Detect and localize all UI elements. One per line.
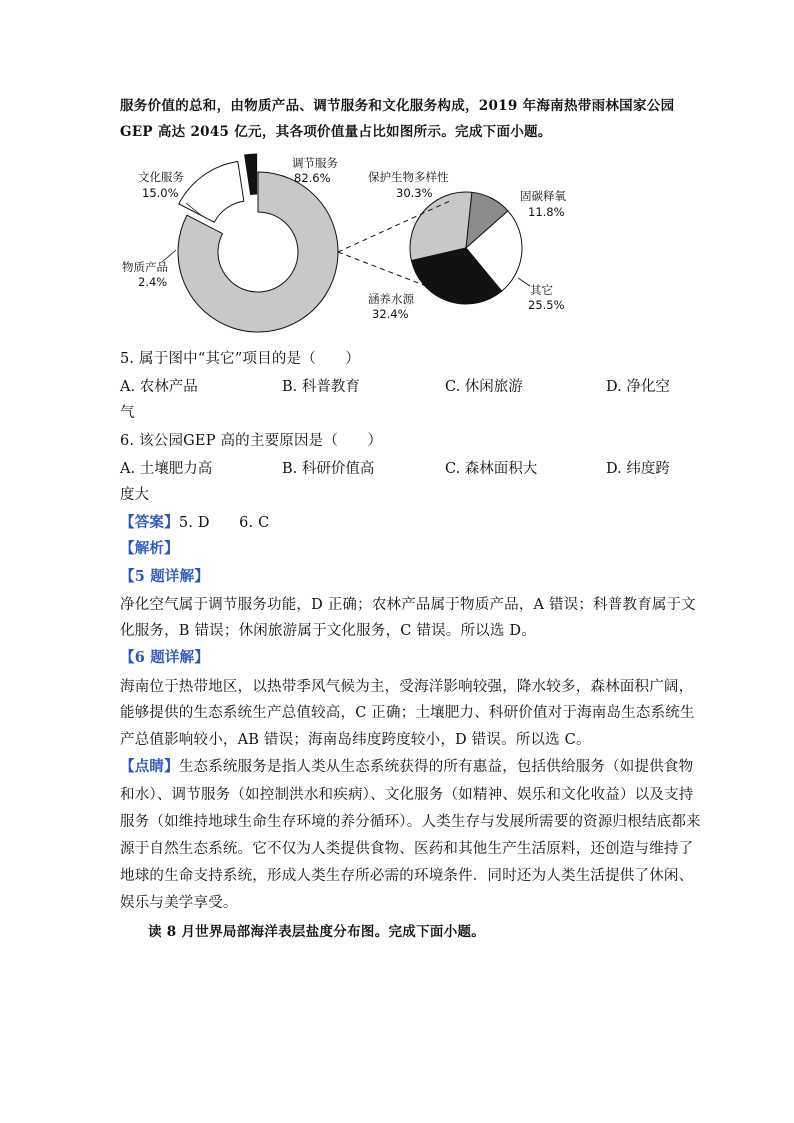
analysis-line [120,537,179,558]
value-biodiversity: 30.3% [396,186,433,200]
detail5-line-1: 净化空气属于调节服务功能，D 正确；农林产品属于物质产品，A 错误；科普教育属于文 [120,597,697,613]
detail6-line-3: 产总值影响较小，AB 错误；海南岛纬度跨度较小，D 错误。所以选 C。 [120,732,591,748]
q5-option-c: C. 休闲旅游 [445,379,523,395]
value-other: 25.5% [528,298,565,312]
q6-option-c: C. 森林面积大 [445,461,538,477]
pointer-material [162,250,176,262]
next-section-line: 读 8 月世界局部海洋表层盐度分布图。完成下面小题。 [148,924,486,940]
detail6-line-1: 海南位于热带地区，以热带季风气候为主，受海洋影响较强，降水较多，森林面积广阔， [120,679,694,695]
value-culture: 15.0% [142,186,179,200]
value-material: 2.4% [138,275,168,289]
tip-label: 【点睛】 [120,758,179,775]
tip-text-1: 生态系统服务是指人类从生态系统获得的所有惠益，包括供给服务（如提供食物 [178,759,694,775]
q5-option-d: D. 净化空 [606,379,670,395]
detail5-line-2: 化服务，B 错误；休闲旅游属于文化服务，C 错误。所以选 D。 [120,623,536,639]
detail6-line-2: 能够提供的生态系统生产总值较高，C 正确；土壤肥力、科研价值对于海南岛生态系统生 [120,705,695,721]
intro-line-1: 服务价值的总和，由物质产品、调节服务和文化服务构成，2019 年海南热带雨林国家公园 [120,98,675,114]
slice-donut-2 [245,154,257,194]
q6-option-b: B. 科研价值高 [282,461,375,477]
label-biodiversity: 保护生物多样性 [368,170,449,184]
tip-line-5: 地球的生命支持系统，形成人类生存所必需的环境条件．同时还为人类生活提供了休闲、 [120,868,694,884]
value-carbon: 11.8% [528,205,565,219]
q5-stem: 5. 属于图中“其它”项目的是（ ） [120,351,361,367]
label-other: 其它 [530,283,553,297]
answer-text: 5. D 6. C [178,515,270,531]
q6-option-d-wrap: 度大 [120,487,149,503]
q5-option-a: A. 农林产品 [120,379,198,395]
q6-option-d: D. 纬度跨 [606,461,670,477]
answer-line [120,511,269,532]
detail5-label: 【5 题详解】 [120,568,210,585]
breakdown-pie [410,192,522,304]
tip-line-3: 服务（如维持地球生命生存环境的养分循环）。人类生存与发展所需要的资源归根结底都来 [120,814,701,830]
label-material: 物质产品 [122,260,168,274]
detail6-heading [120,646,209,667]
label-culture: 文化服务 [138,170,184,184]
tip-line-4: 源于自然生态系统。它不仅为人类提供食物、医药和其他生产生活原料，还创造与维持了 [120,841,694,857]
tip-line-2: 和水）、调节服务（如控制洪水和疾病）、文化服务（如精神、娱乐和文化收益）以及支持 [120,787,694,803]
label-regulation: 调节服务 [292,156,338,170]
intro-line-2: GEP 高达 2045 亿元，其各项价值量占比如图所示。完成下面小题。 [120,124,552,140]
q5-option-d-wrap: 气 [120,405,135,421]
label-water: 涵养水源 [368,292,414,306]
analysis-label: 【解析】 [120,540,179,557]
detail6-label: 【6 题详解】 [120,649,210,666]
q5-option-b: B. 科普教育 [282,379,360,395]
label-carbon: 固碳释氧 [520,189,566,203]
tip-line-1 [120,755,693,776]
tip-line-6: 娱乐与美学享受。 [120,895,238,911]
detail5-heading [120,565,209,586]
value-water: 32.4% [372,307,409,321]
pointer-other [518,278,530,286]
q6-stem: 6. 该公园GEP 高的主要原因是（ ） [120,433,383,449]
answer-label: 【答案】 [120,514,179,531]
value-regulation: 82.6% [294,171,331,185]
q6-option-a: A. 土壤肥力高 [120,461,213,477]
slice-donut-1 [179,162,244,223]
gep-pie-charts [110,148,590,333]
